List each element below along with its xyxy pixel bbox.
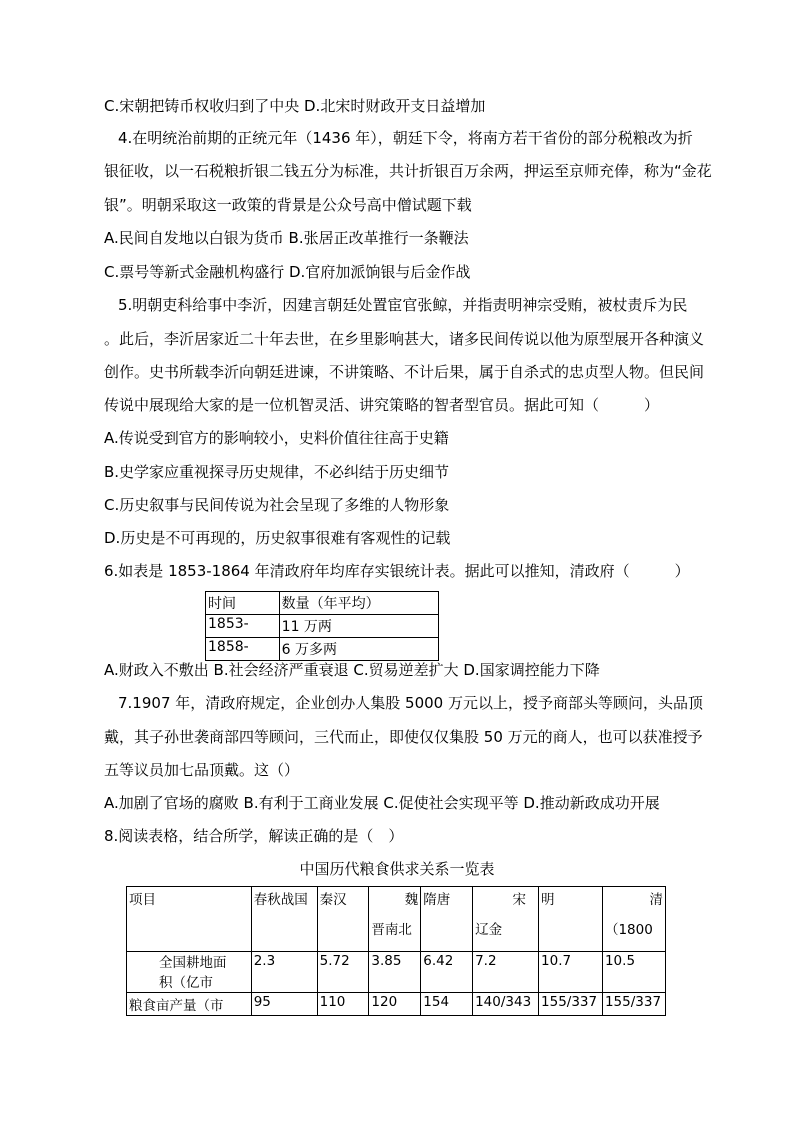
- table-row: [127, 993, 666, 1016]
- header-text: 清: [649, 892, 663, 908]
- table-header-cell: 秦汉: [317, 887, 369, 952]
- table-cell: 2.3: [251, 952, 317, 993]
- table-cell: 11 万两: [279, 615, 438, 638]
- question-4-options-ab: A.民间自发地以白银为货币 B.张居正改革推行一条鞭法: [104, 229, 469, 247]
- header-text: 晋南北: [371, 922, 412, 938]
- silver-stock-table: [205, 591, 439, 661]
- table-cell: 140/343: [473, 993, 539, 1016]
- table-row: [127, 952, 666, 993]
- grain-supply-table: [126, 886, 666, 1016]
- table-header-cell: 明: [539, 887, 603, 952]
- table-cell: 120: [369, 993, 421, 1016]
- grain-table-caption: 中国历代粮食供求关系一览表: [299, 860, 495, 878]
- table-row-label: 粮食亩产量（市: [127, 993, 252, 1016]
- table-cell: 7.2: [473, 952, 539, 993]
- table-cell: 154: [421, 993, 473, 1016]
- question-5-option-b: B.史学家应重视探寻历史规律，不必纠结于历史细节: [104, 463, 450, 481]
- row-label-text: 积（亿市: [159, 975, 213, 991]
- table-header-cell: 数量（年平均）: [279, 592, 438, 615]
- question-6-options: A.财政入不敷出 B.社会经济严重衰退 C.贸易逆差扩大 D.国家调控能力下降: [104, 661, 600, 679]
- question-5-option-d: D.历史是不可再现的，历史叙事很难有客观性的记载: [104, 529, 451, 547]
- header-text: 辽金: [475, 922, 503, 938]
- question-7-stem-line-2: 戴，其子孙世袭商部四等顾问，三代而止，即使仅仅集股 50 万元的商人，也可以获准授予: [104, 728, 703, 746]
- header-text: 宋: [512, 892, 527, 908]
- table-cell: 10.7: [539, 952, 603, 993]
- question-4-stem-line-3: 银”。明朝采取这一政策的背景是公众号高中僧试题下载: [104, 196, 472, 214]
- question-4-stem-line-1: 4.在明统治前期的正统元年（1436 年），朝廷下令，将南方若干省份的部分税粮改为折: [118, 129, 693, 147]
- question-5-stem-line-3: 创作。史书所载李沂向朝廷进谏，不讲策略、不计后果，属于自杀式的忠贞型人物。但民间: [104, 363, 705, 381]
- question-3-options-cd: C.宋朝把铸币权收归到了中央 D.北宋时财政开支日益增加: [104, 97, 486, 115]
- table-header-row: [206, 592, 439, 615]
- row-label-text: 全国耕地面: [159, 955, 227, 971]
- question-4-options-cd: C.票号等新式金融机构盛行 D.官府加派饷银与后金作战: [104, 263, 471, 281]
- table-cell: 155/337: [539, 993, 603, 1016]
- question-5-stem-line-4: 传说中展现给大家的是一位机智灵活、讲究策略的智者型官员。据此可知（ ）: [104, 396, 660, 414]
- table-header-cell: [369, 887, 421, 952]
- table-row: [206, 638, 439, 661]
- table-cell: 95: [251, 993, 317, 1016]
- table-cell: 5.72: [317, 952, 369, 993]
- question-7-stem-line-1: 7.1907 年，清政府规定，企业创办人集股 5000 万元以上，授予商部头等顾问，头品顶: [118, 694, 703, 712]
- table-cell: 6.42: [421, 952, 473, 993]
- table-cell: 1853-: [206, 615, 280, 638]
- table-cell: 155/337: [602, 993, 665, 1016]
- header-text: （1800: [604, 922, 653, 938]
- question-5-stem-line-2: 。此后，李沂居家近二十年去世，在乡里影响甚大，诸多民间传说以他为原型展开各种演义: [104, 330, 705, 348]
- table-cell: 1858-: [206, 638, 280, 661]
- table-cell: 10.5: [602, 952, 665, 993]
- question-4-stem-line-2: 银征收，以一石税粮折银二钱五分为标准，共计折银百万余两，押运至京师充俸，称为“金花: [104, 162, 712, 180]
- question-5-option-a: A.传说受到官方的影响较小，史料价值往往高于史籍: [104, 429, 449, 447]
- question-7-stem-line-3: 五等议员加七品顶戴。这（）: [104, 761, 300, 779]
- table-header-cell: [473, 887, 539, 952]
- header-text: 魏: [404, 892, 419, 908]
- table-header-cell: 项目: [127, 887, 252, 952]
- table-cell: 3.85: [369, 952, 421, 993]
- table-header-cell: 隋唐: [421, 887, 473, 952]
- table-row: [206, 615, 439, 638]
- table-header-cell: [602, 887, 665, 952]
- question-7-options: A.加剧了官场的腐败 B.有利于工商业发展 C.促使社会实现平等 D.推动新政成功开展: [104, 794, 660, 812]
- table-header-cell: 春秋战国: [251, 887, 317, 952]
- table-cell: 110: [317, 993, 369, 1016]
- table-header-row: [127, 887, 666, 952]
- question-8-stem: 8.阅读表格，结合所学，解读正确的是（ ）: [104, 827, 404, 845]
- table-header-cell: 时间: [206, 592, 280, 615]
- table-cell: 6 万多两: [279, 638, 438, 661]
- question-5-stem-line-1: 5.明朝吏科给事中李沂，因建言朝廷处置宦官张鲸，并指责明神宗受贿，被杖责斥为民: [118, 296, 688, 314]
- question-6-stem: 6.如表是 1853-1864 年清政府年均库存实银统计表。据此可以推知，清政府（ ）: [104, 562, 690, 580]
- table-row-label: [127, 952, 252, 993]
- question-5-option-c: C.历史叙事与民间传说为社会呈现了多维的人物形象: [104, 496, 450, 514]
